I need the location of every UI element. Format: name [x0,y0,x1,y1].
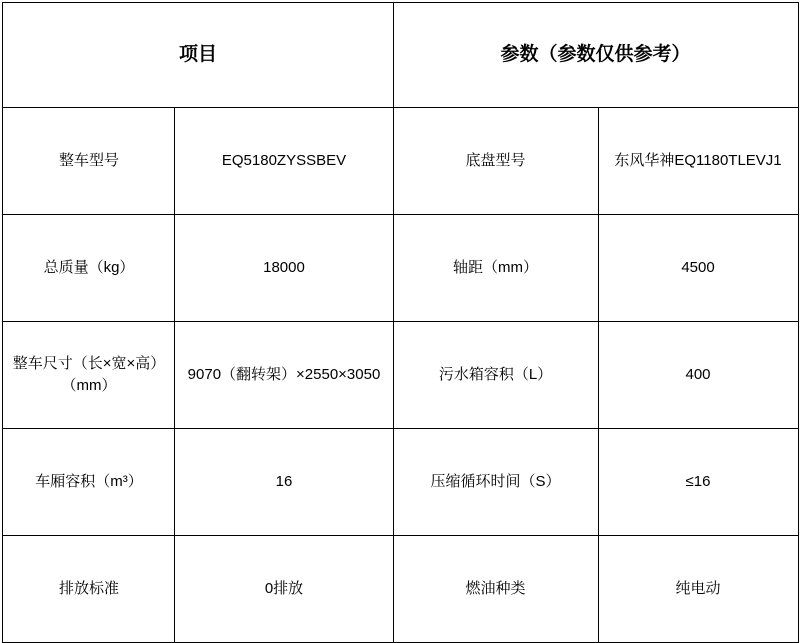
row-label-right: 燃油种类 [393,536,598,643]
table-row [3,536,798,643]
row-value-right: ≤16 [598,429,798,536]
row-value-left: EQ5180ZYSSBEV [175,108,393,215]
row-label-left: 总质量（kg） [3,215,175,322]
row-label-left: 整车尺寸（长×宽×高）（mm） [3,322,175,429]
table-header-row [3,3,798,108]
row-value-left: 0排放 [175,536,393,643]
header-cell-item: 项目 [3,3,393,108]
row-value-left: 16 [175,429,393,536]
row-value-right: 4500 [598,215,798,322]
row-label-right: 压缩循环时间（S） [393,429,598,536]
table-row [3,429,798,536]
row-value-right: 东风华神EQ1180TLEVJ1 [598,108,798,215]
row-label-right: 轴距（mm） [393,215,598,322]
header-cell-parameters: 参数（参数仅供参考） [393,3,798,108]
table-row [3,108,798,215]
row-label-left: 排放标准 [3,536,175,643]
table-row [3,322,798,429]
row-value-right: 400 [598,322,798,429]
row-label-left: 整车型号 [3,108,175,215]
vehicle-spec-table [2,2,798,643]
row-label-right: 污水箱容积（L） [393,322,598,429]
table-row [3,215,798,322]
row-label-left: 车厢容积（m³） [3,429,175,536]
row-value-right: 纯电动 [598,536,798,643]
row-label-right: 底盘型号 [393,108,598,215]
row-value-left: 9070（翻转架）×2550×3050 [175,322,393,429]
row-value-left: 18000 [175,215,393,322]
